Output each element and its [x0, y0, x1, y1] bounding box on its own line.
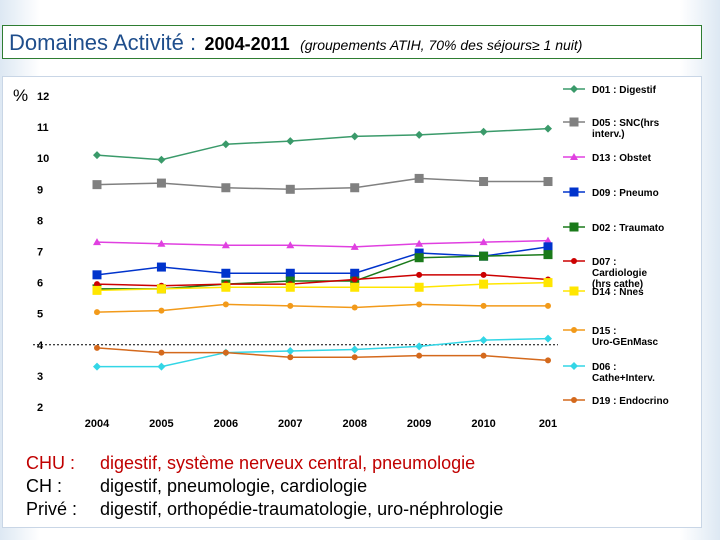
- legend-label: D01 : Digestif: [592, 85, 656, 96]
- title-subtitle: (groupements ATIH, 70% des séjours≥ 1 nuit): [300, 37, 583, 53]
- legend-label: (hrs cathe): [592, 279, 644, 290]
- legend-marker: [570, 118, 579, 127]
- data-point: [221, 283, 230, 292]
- summary-text: [26, 452, 626, 521]
- summary-label: CHU :: [26, 453, 75, 473]
- data-point: [350, 269, 359, 278]
- data-point: [416, 301, 422, 307]
- x-tick-label: 2010: [471, 418, 496, 430]
- legend-marker: [570, 223, 579, 232]
- data-point: [286, 185, 295, 194]
- y-tick-label: 7: [37, 246, 44, 259]
- y-tick-label: 12: [37, 91, 50, 103]
- data-point: [94, 345, 100, 351]
- legend-label: D06 :: [592, 362, 617, 373]
- data-point: [157, 179, 166, 188]
- data-point: [544, 250, 553, 259]
- data-point: [481, 272, 487, 278]
- data-point: [286, 347, 294, 355]
- y-tick-label: 2: [37, 402, 44, 414]
- data-point: [479, 252, 488, 261]
- legend-marker: [570, 188, 579, 197]
- data-point: [287, 354, 293, 360]
- legend-marker: [571, 258, 577, 264]
- data-point: [479, 280, 488, 289]
- summary-row-prive: [26, 498, 626, 521]
- slide-title: [2, 25, 702, 59]
- data-point: [223, 301, 229, 307]
- legend-marker: [570, 287, 579, 296]
- data-point: [416, 272, 422, 278]
- data-point: [157, 284, 166, 293]
- x-tick-label: 2004: [84, 418, 110, 430]
- data-point: [545, 303, 551, 309]
- data-point: [350, 283, 359, 292]
- y-tick-label: 6: [37, 277, 44, 290]
- x-tick-label: 2008: [342, 418, 367, 430]
- data-point: [480, 128, 488, 136]
- summary-row-chu: [26, 452, 626, 475]
- legend-label: D09 : Pneumo: [592, 188, 659, 199]
- data-point: [415, 174, 424, 183]
- legend-label: D07 :: [592, 257, 617, 268]
- y-tick-label: 8: [37, 215, 44, 228]
- data-point: [93, 270, 102, 279]
- y-tick-label: 11: [37, 122, 49, 135]
- title-main: Domaines Activité :: [9, 30, 197, 55]
- data-point: [93, 151, 101, 159]
- data-point: [93, 363, 101, 371]
- data-point: [221, 269, 230, 278]
- data-point: [222, 140, 230, 148]
- data-point: [94, 309, 100, 315]
- legend-label: interv.): [592, 129, 625, 140]
- data-point: [415, 131, 423, 139]
- title-years: 2004-2011: [204, 34, 290, 54]
- y-tick-label: 10: [37, 153, 50, 166]
- data-point: [544, 125, 552, 133]
- data-point: [93, 286, 102, 295]
- y-tick-label: 3: [37, 370, 44, 383]
- x-tick-label: 2005: [149, 418, 174, 430]
- data-point: [157, 263, 166, 272]
- legend-label: D05 : SNC(hrs: [592, 118, 660, 129]
- data-point: [544, 335, 552, 343]
- summary-value: digestif, pneumologie, cardiologie: [100, 476, 368, 496]
- data-point: [351, 132, 359, 140]
- summary-value: digestif, système nerveux central, pneumologie: [100, 453, 476, 473]
- data-point: [158, 350, 164, 356]
- x-tick-label: 2007: [278, 418, 303, 430]
- legend-marker: [570, 362, 578, 370]
- data-point: [544, 242, 553, 251]
- data-point: [352, 354, 358, 360]
- data-point: [286, 137, 294, 145]
- legend-label: Cathe+Interv.: [592, 373, 655, 384]
- data-point: [479, 177, 488, 186]
- data-point: [286, 283, 295, 292]
- legend-label: D19 : Endocrino: [592, 396, 669, 407]
- data-point: [415, 342, 423, 350]
- series-line: [97, 129, 548, 160]
- legend-label: Cardiologie: [592, 268, 648, 279]
- data-point: [415, 253, 424, 262]
- data-point: [158, 308, 164, 314]
- legend-label: Uro-GEnMasc: [592, 337, 659, 348]
- data-point: [93, 180, 102, 189]
- data-point: [157, 156, 165, 164]
- data-point: [480, 336, 488, 344]
- summary-value: digestif, orthopédie-traumatologie, uro-néphrologie: [100, 499, 504, 519]
- x-tick-label: 2006: [213, 418, 239, 430]
- x-tick-label: 2009: [406, 418, 432, 430]
- legend-marker: [570, 85, 578, 93]
- y-axis-label: %: [13, 86, 29, 105]
- data-point: [350, 183, 359, 192]
- data-point: [287, 303, 293, 309]
- data-point: [286, 269, 295, 278]
- legend-label: D13 : Obstet: [592, 153, 651, 164]
- data-point: [481, 303, 487, 309]
- data-point: [545, 357, 551, 363]
- summary-row-ch: [26, 475, 626, 498]
- data-point: [352, 276, 358, 282]
- data-point: [544, 278, 553, 287]
- summary-label: CH :: [26, 476, 62, 496]
- data-point: [416, 353, 422, 359]
- legend-label: D15 :: [592, 326, 617, 337]
- series-line: [97, 304, 548, 312]
- data-point: [544, 177, 553, 186]
- data-point: [481, 353, 487, 359]
- y-tick-label: 9: [37, 184, 44, 197]
- summary-label: Privé :: [26, 499, 78, 519]
- legend-marker: [571, 397, 577, 403]
- legend-marker: [571, 327, 577, 333]
- y-tick-label: 4: [37, 339, 44, 352]
- data-point: [352, 304, 358, 310]
- data-point: [157, 363, 165, 371]
- data-point: [221, 183, 230, 192]
- legend-label: D02 : Traumato: [592, 223, 665, 234]
- data-point: [223, 350, 229, 356]
- legend-label: D14 : Nnes: [592, 287, 644, 298]
- data-point: [415, 283, 424, 292]
- y-tick-label: 5: [37, 308, 44, 321]
- data-point: [351, 345, 359, 353]
- x-tick-label: 201: [538, 418, 558, 430]
